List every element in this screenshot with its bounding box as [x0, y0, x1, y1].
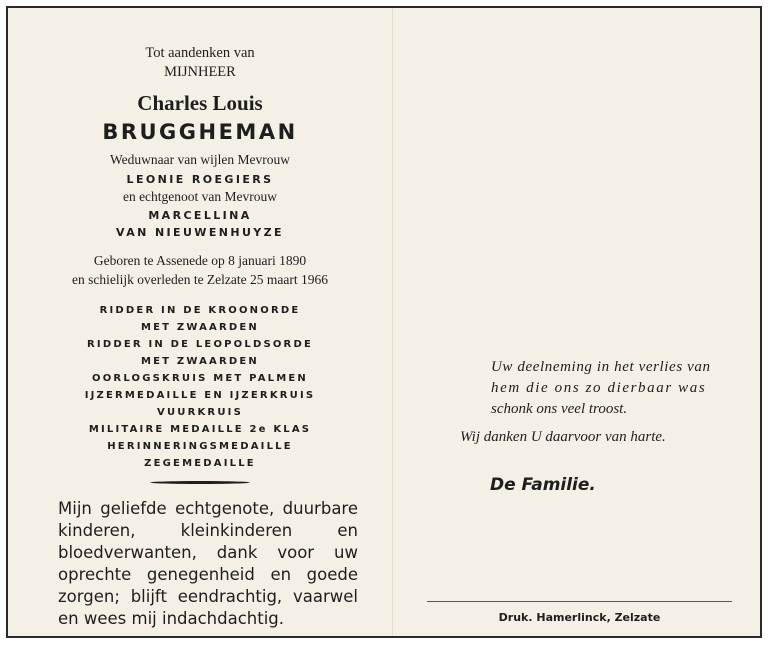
- left-panel: [8, 8, 392, 636]
- ornament-divider: [150, 481, 250, 484]
- honor-item: RIDDER IN DE LEOPOLDSORDE: [87, 339, 313, 350]
- thanks-line: schonk ons veel troost.: [491, 401, 628, 417]
- first-names: Charles Louis: [137, 91, 263, 115]
- honor-item: RIDDER IN DE KROONORDE: [99, 305, 301, 316]
- thanks-line: hem die ons zo dierbaar was: [491, 380, 707, 396]
- honor-item: MET ZWAARDEN: [141, 356, 259, 367]
- birth-line: Geboren te Assenede op 8 januari 1890: [93, 253, 307, 268]
- honor-item: OORLOGSKRUIS MET PALMEN: [92, 373, 308, 384]
- widower-line: Weduwnaar van wijlen Mevrouw: [110, 152, 290, 167]
- honor-item: VUURKRUIS: [157, 407, 243, 418]
- surname: BRUGGHEMAN: [102, 120, 298, 144]
- intro-text: Tot aandenken van: [145, 45, 255, 61]
- first-wife-name: LEONIE ROEGIERS: [126, 173, 274, 186]
- thanks-closing: Wij danken U daarvoor van harte.: [460, 429, 666, 445]
- honor-item: MET ZWAARDEN: [141, 322, 259, 333]
- title-text: MIJNHEER: [164, 64, 236, 80]
- thanks-line: Uw deelneming in het verlies van: [491, 359, 711, 375]
- second-wife-name-2: VAN NIEUWENHUYZE: [116, 226, 284, 239]
- memorial-card: [6, 6, 762, 638]
- honor-item: IJZERMEDAILLE EN IJZERKRUIS: [84, 390, 316, 401]
- honor-item: MILITAIRE MEDAILLE 2e KLAS: [88, 424, 312, 435]
- printer-rule: [427, 601, 732, 602]
- signature: De Familie.: [490, 475, 596, 495]
- farewell-text: Mijn geliefde echtgenote, duurbare kinderen, kleinkinderen en bloedverwanten, dank voor uw oprechte genegenheid en goede zorgen; blijft eendrachtig, vaarwel en wees mij indachdachtig.: [58, 499, 358, 628]
- death-line: en schielijk overleden te Zelzate 25 maart 1966: [71, 272, 329, 287]
- printer-credit: Druk. Hamerlinck, Zelzate: [498, 611, 661, 624]
- right-panel: [393, 8, 762, 636]
- second-wife-name-1: MARCELLINA: [148, 209, 252, 222]
- spouse-line: en echtgenoot van Mevrouw: [122, 189, 278, 204]
- honor-item: ZEGEMEDAILLE: [144, 458, 256, 469]
- honor-item: HERINNERINGSMEDAILLE: [107, 441, 293, 452]
